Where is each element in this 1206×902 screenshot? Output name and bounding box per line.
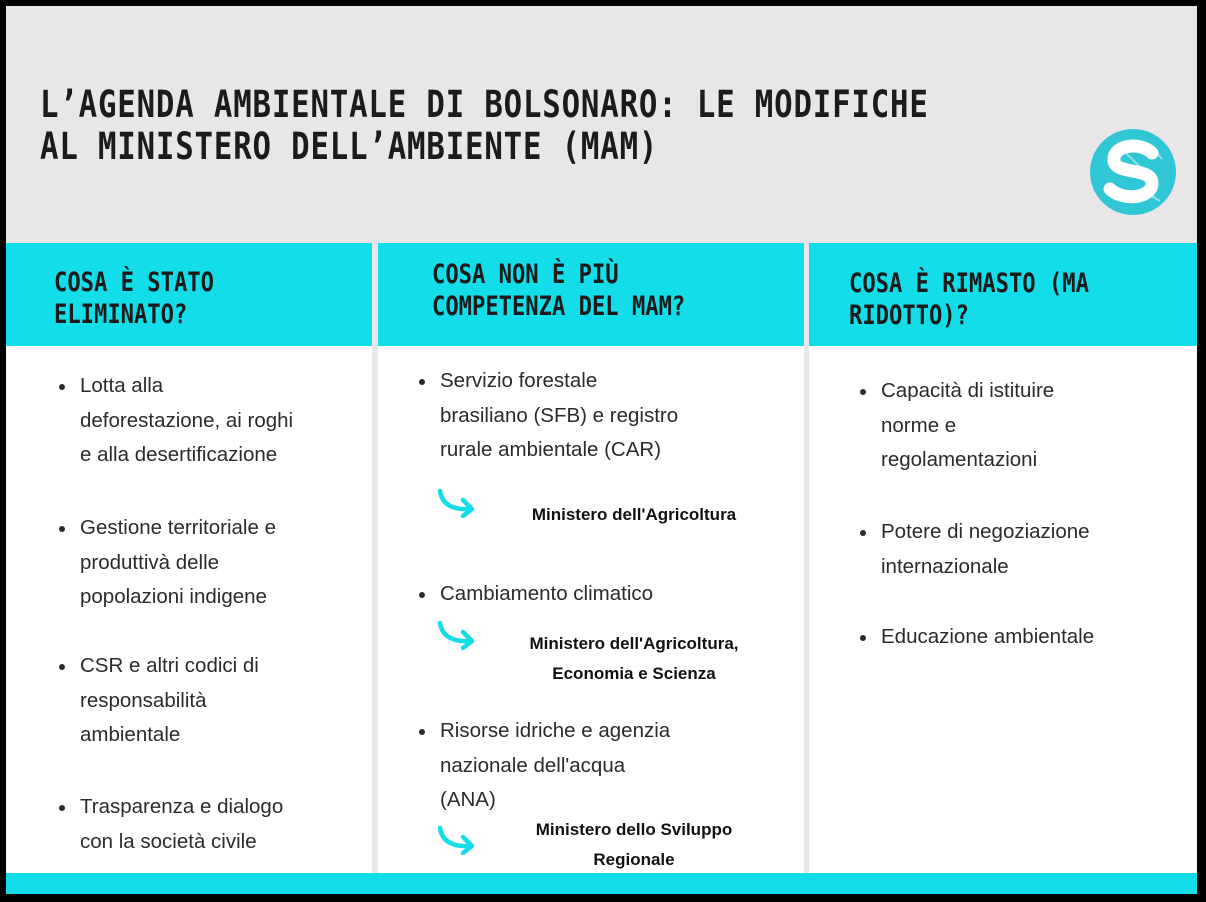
column-remained-reduced <box>809 243 1197 873</box>
ministry-target: Ministero dello Sviluppo Regionale <box>535 820 733 869</box>
column-no-longer-competence <box>378 243 804 873</box>
ministry-target: Ministero dell'Agricoltura, Economia e Scienza <box>529 634 739 683</box>
arrow-right-icon <box>436 825 478 855</box>
column-header <box>6 243 372 346</box>
list-item: Educazione ambientale <box>857 620 1094 655</box>
list-item: Potere di negoziazione internazionale <box>857 515 1090 584</box>
list-item: Trasparenza e dialogo con la società civile <box>56 790 283 859</box>
list-item: CSR e altri codici di responsabilità ambientale <box>56 649 259 753</box>
s-logo-icon <box>1090 129 1176 215</box>
page-title <box>40 84 929 168</box>
column-header <box>809 243 1197 346</box>
list-item: Gestione territoriale e produttivà delle popolazioni indigene <box>56 511 276 615</box>
list-item: Lotta alla deforestazione, ai roghi e alla desertificazione <box>56 369 293 473</box>
column-header <box>378 243 804 346</box>
list-item: Cambiamento climatico <box>416 577 653 612</box>
list-item: Capacità di istituire norme e regolamentazioni <box>857 374 1054 478</box>
arrow-right-icon <box>436 620 478 650</box>
list-item: Servizio forestale brasiliano (SFB) e registro rurale ambientale (CAR) <box>416 364 678 468</box>
column-header-title: COSA È STATO ELIMINATO? <box>54 267 214 330</box>
comparison-table <box>6 243 1197 873</box>
list-item: Risorse idriche e agenzia nazionale dell'acqua (ANA) <box>416 714 670 818</box>
title-line-2: AL MINISTERO DELL’AMBIENTE (MAM) <box>40 125 659 168</box>
infographic <box>6 6 1197 894</box>
column-eliminated <box>6 243 372 873</box>
arrow-right-icon <box>436 488 478 518</box>
footer-bar <box>6 873 1197 894</box>
column-header-title: COSA È RIMASTO (MA RIDOTTO)? <box>849 268 1089 331</box>
title-line-1: L’AGENDA AMBIENTALE DI BOLSONARO: LE MODIFICHE <box>40 83 929 126</box>
ministry-target: Ministero dell'Agricoltura <box>531 505 737 524</box>
column-header-title: COSA NON È PIÙ COMPETENZA DEL MAM? <box>432 259 686 322</box>
